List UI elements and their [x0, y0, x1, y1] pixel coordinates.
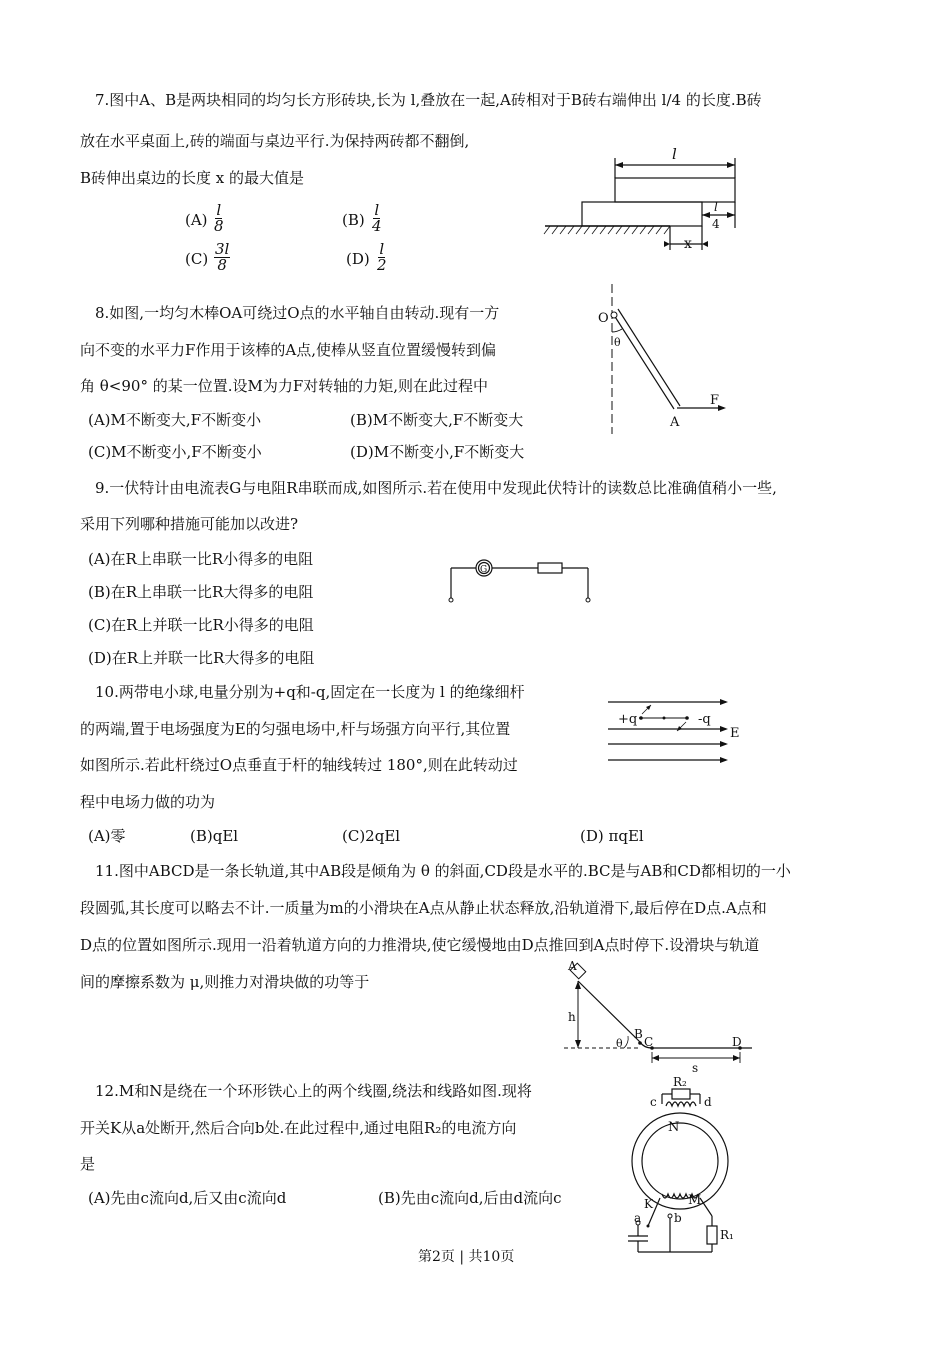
q7-fig-length-label: l [672, 145, 677, 163]
q10-line2: 的两端,置于电场强度为E的匀强电场中,杆与场强方向平行,其位置 [80, 720, 511, 738]
q11-line4: 间的摩擦系数为 μ,则推力对滑块做的功等于 [80, 973, 370, 991]
q7-option-c-fraction: $\frac{3l}{8}$ [215, 240, 230, 274]
q10-fig-minus-q: -q [698, 712, 711, 727]
q12-fig-r2-label: R₂ [673, 1075, 687, 1089]
q7-fig-quarter-den: 4 [712, 217, 720, 231]
q8-option-c: (C)M不断变小,F不断变小 [88, 443, 262, 461]
q12-fig-n-label: N [668, 1120, 680, 1135]
q7-fig-quarter-num: l [714, 200, 718, 214]
q8-fig-f-label: F [710, 393, 720, 408]
q12-transformer-figure [620, 1076, 745, 1256]
q10-line3: 如图所示.若此杆绕过O点垂直于杆的轴线转过 180°,则在此转动过 [80, 756, 518, 774]
q7-option-a-fraction: $\frac{l}{8}$ [214, 201, 224, 235]
q11-line1: 11.图中ABCD是一条长轨道,其中AB段是倾角为 θ 的斜面,CD段是水平的.BC是与AB和CD都相切的一小 [95, 862, 791, 880]
q7-bricks-figure [540, 140, 750, 285]
q12-option-b: (B)先由c流向d,后由d流向c [378, 1189, 562, 1207]
q11-fig-theta-label: θ [616, 1037, 623, 1050]
q9-option-d: (D)在R上并联一比R大得多的电阻 [88, 649, 315, 667]
page-footer: 第2页 | 共10页 [418, 1249, 515, 1265]
q9-fig-g-label: G [480, 565, 488, 575]
q8-fig-o-label: O [598, 311, 609, 326]
q11-line3: D点的位置如图所示.现用一沿着轨道方向的力推滑块,使它缓慢地由D点推回到A点时停下.设滑块与轨道 [80, 936, 760, 954]
q11-fig-s-label: s [692, 1061, 699, 1075]
q10-line1: 10.两带电小球,电量分别为+q和-q,固定在一长度为 l 的绝缘细杆 [95, 683, 525, 701]
q10-fig-plus-q: +q [618, 712, 638, 727]
q10-field-figure [606, 692, 746, 770]
q8-rod-figure [590, 282, 740, 440]
q8-option-d: (D)M不断变小,F不断变大 [350, 443, 525, 461]
q11-fig-c-label: C [644, 1035, 654, 1049]
q9-voltmeter-figure [445, 556, 595, 606]
q10-option-d: (D) πqEl [580, 827, 644, 845]
q7-option-d: (D) [346, 250, 370, 268]
q10-option-a: (A)零 [88, 827, 126, 845]
q7-option-d-fraction: $\frac{l}{2}$ [377, 240, 387, 274]
q10-option-c: (C)2qEl [342, 827, 401, 845]
q7-option-b-fraction: $\frac{l}{4}$ [372, 201, 382, 235]
q8-fig-theta-label: θ [614, 336, 621, 349]
q12-fig-k-label: K [644, 1197, 653, 1211]
q11-line2: 段圆弧,其长度可以略去不计.一质量为m的小滑块在A点从静止状态释放,沿轨道滑下,最后停在D点.A点和 [80, 899, 767, 917]
q12-fig-c-label: c [650, 1095, 657, 1109]
q9-option-c: (C)在R上并联一比R小得多的电阻 [88, 616, 314, 634]
q10-option-b: (B)qEl [190, 827, 239, 845]
q12-fig-r1-label: R₁ [720, 1228, 734, 1242]
q8-option-b: (B)M不断变大,F不断变大 [350, 411, 524, 429]
q11-fig-d-label: D [732, 1035, 742, 1049]
q10-line4: 程中电场力做的功为 [80, 793, 216, 811]
q11-fig-b-label: B [634, 1027, 643, 1041]
q11-track-figure [560, 958, 760, 1076]
q8-line3: 角 θ<90° 的某一位置.设M为力F对转轴的力矩,则在此过程中 [80, 377, 489, 395]
q7-line2: 放在水平桌面上,砖的端面与桌边平行.为保持两砖都不翻倒, [80, 132, 470, 150]
q8-line1: 8.如图,一均匀木棒OA可绕过O点的水平轴自由转动.现有一方 [95, 304, 500, 322]
q9-line1: 9.一伏特计由电流表G与电阻R串联而成,如图所示.若在使用中发现此伏特计的读数总比准确值稍小一些, [95, 479, 777, 497]
q8-option-a: (A)M不断变大,F不断变小 [88, 411, 262, 429]
q12-fig-m-label: M [688, 1193, 702, 1208]
q7-fig-x-label: x [684, 236, 692, 252]
q12-fig-d-label: d [704, 1095, 712, 1109]
q7-line3: B砖伸出桌边的长度 x 的最大值是 [80, 169, 305, 187]
q12-line3: 是 [80, 1155, 96, 1173]
q12-option-a: (A)先由c流向d,后又由c流向d [88, 1189, 287, 1207]
q12-fig-b-label: b [674, 1211, 682, 1225]
q7-option-a: (A) [185, 211, 208, 229]
q7-option-b: (B) [342, 211, 365, 229]
q7-option-c: (C) [185, 250, 209, 268]
q9-option-a: (A)在R上串联一比R小得多的电阻 [88, 550, 314, 568]
q12-line1: 12.M和N是绕在一个环形铁心上的两个线圈,绕法和线路如图.现将 [95, 1082, 532, 1100]
q12-fig-a-label: a [634, 1211, 642, 1225]
q7-line1: 7.图中A、B是两块相同的均匀长方形砖块,长为 l,叠放在一起,A砖相对于B砖右端伸出 l/4 的长度.B砖 [95, 91, 762, 109]
q8-line2: 向不变的水平力F作用于该棒的A点,使棒从竖直位置缓慢转到偏 [80, 341, 497, 359]
q8-fig-a-label: A [670, 415, 680, 430]
q11-fig-a-label: A [568, 959, 577, 973]
q11-fig-h-label: h [568, 1010, 576, 1024]
q12-line2: 开关K从a处断开,然后合向b处.在此过程中,通过电阻R₂的电流方向 [80, 1119, 517, 1137]
q10-fig-e-label: E [730, 726, 740, 741]
q9-option-b: (B)在R上串联一比R大得多的电阻 [88, 583, 314, 601]
q9-line2: 采用下列哪种措施可能加以改进? [80, 515, 299, 533]
